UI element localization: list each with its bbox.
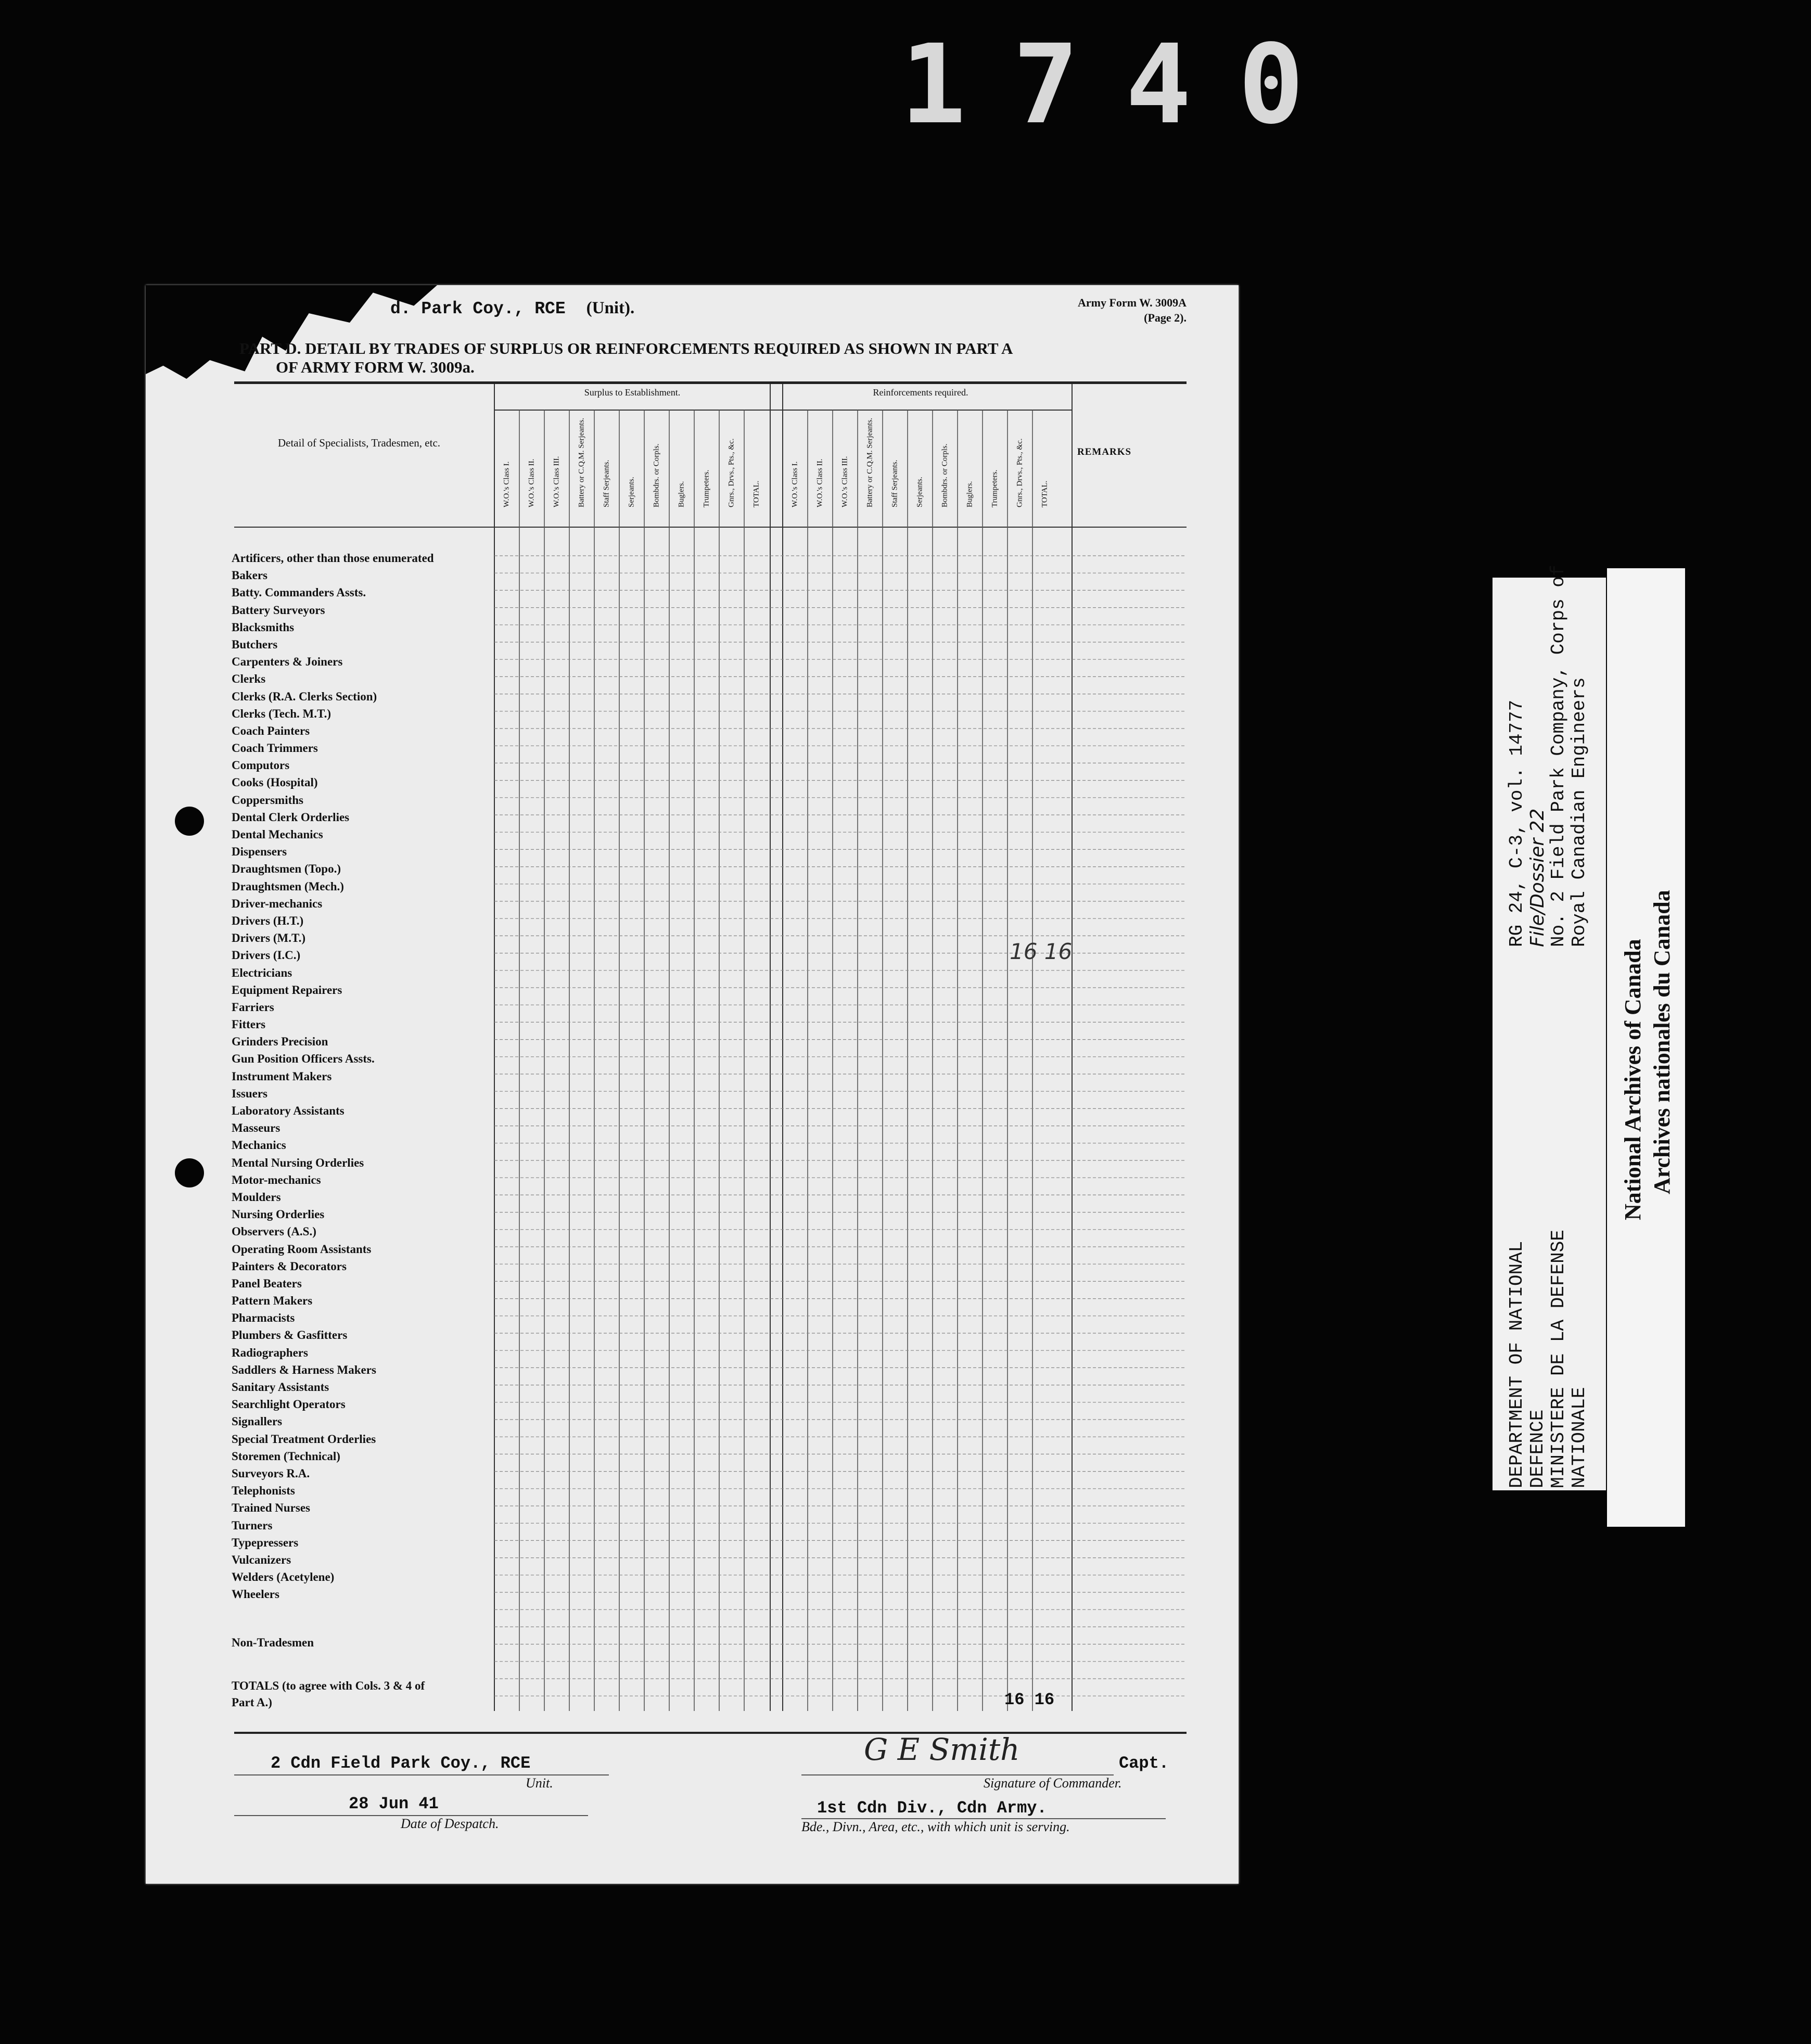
trade-label: Motor-mechanics xyxy=(232,1173,321,1186)
col-header: Battery or C.Q.M. Serjeants. xyxy=(577,417,586,507)
trade-row xyxy=(232,602,497,619)
trade-row xyxy=(232,860,497,877)
unit-caption: Unit. xyxy=(526,1775,553,1791)
trade-row xyxy=(232,722,497,739)
trade-label: Wheelers xyxy=(232,1588,279,1601)
archive-reference-text xyxy=(1507,565,1590,1488)
trades-list xyxy=(232,550,497,1603)
trade-label: Bakers xyxy=(232,569,267,582)
trade-label: Nursing Orderlies xyxy=(232,1208,325,1221)
trade-row xyxy=(232,1033,497,1050)
trade-row xyxy=(232,912,497,929)
label-rg-ref: RG 24, C-3, vol. 14777 xyxy=(1506,699,1527,947)
trade-label: Saddlers & Harness Makers xyxy=(232,1363,376,1376)
col-header: Staff Serjeants. xyxy=(602,459,611,507)
trade-row xyxy=(232,964,497,981)
trade-label: Artificers, other than those enumerated xyxy=(232,552,434,565)
col-header: W.O.'s Class II. xyxy=(527,458,536,507)
trade-label: Fitters xyxy=(232,1018,266,1031)
army-form-label: Army Form W. 3009A xyxy=(1078,296,1187,309)
label-unit-name: No. 2 Field Park Company, Corps of xyxy=(1548,565,1569,947)
trade-row xyxy=(232,1119,497,1136)
trade-row xyxy=(232,929,497,947)
trade-row xyxy=(232,1344,497,1361)
trade-label: Searchlight Operators xyxy=(232,1398,346,1411)
trade-label: Typepressers xyxy=(232,1536,299,1549)
form-title-line2: OF ARMY FORM W. 3009a. xyxy=(276,358,475,376)
trade-row xyxy=(232,1378,497,1396)
trade-label: Telephonists xyxy=(232,1484,295,1498)
trade-row xyxy=(232,550,497,567)
trade-row xyxy=(232,1136,497,1154)
trade-label: Radiographers xyxy=(232,1346,308,1359)
col-header: Trumpeters. xyxy=(702,469,711,507)
trade-label: Draughtsmen (Topo.) xyxy=(232,862,341,876)
trade-label: Draughtsmen (Mech.) xyxy=(232,879,344,893)
trade-label: Storemen (Technical) xyxy=(232,1449,340,1463)
col-header: Battery or C.Q.M. Serjeants. xyxy=(865,417,874,507)
trade-row xyxy=(232,1016,497,1033)
col-header: Bombdrs. or Corpls. xyxy=(940,443,949,507)
trade-label: Coach Trimmers xyxy=(232,742,318,755)
trade-label: Masseurs xyxy=(232,1121,280,1135)
trade-row xyxy=(232,1085,497,1102)
trade-label: Equipment Repairers xyxy=(232,983,342,997)
trade-row xyxy=(232,947,497,964)
trade-label: Clerks (R.A. Clerks Section) xyxy=(232,689,377,703)
formation-caption: Bde., Divn., Area, etc., with which unit is serving. xyxy=(801,1819,1070,1834)
trade-row xyxy=(232,843,497,860)
trade-label: Issuers xyxy=(232,1087,268,1100)
trade-label: Surveyors R.A. xyxy=(232,1466,310,1480)
trade-row xyxy=(232,1396,497,1413)
trade-label: Instrument Makers xyxy=(232,1069,332,1083)
trade-label: Observers (A.S.) xyxy=(232,1225,316,1238)
trade-label: Dental Clerk Orderlies xyxy=(232,810,350,824)
label-corps: Royal Canadian Engineers xyxy=(1568,677,1590,947)
trade-row xyxy=(232,1326,497,1344)
trade-row xyxy=(232,809,497,826)
trade-row xyxy=(232,1223,497,1240)
trade-row xyxy=(232,636,497,653)
col-header: Serjeants. xyxy=(627,477,636,507)
trade-label: Cooks (Hospital) xyxy=(232,776,318,789)
trade-label: Plumbers & Gasfitters xyxy=(232,1328,348,1342)
trade-label: Signallers xyxy=(232,1415,283,1428)
trade-row xyxy=(232,653,497,670)
trade-label: Laboratory Assistants xyxy=(232,1104,345,1117)
trade-row xyxy=(232,739,497,757)
trade-row xyxy=(232,1448,497,1465)
trade-row xyxy=(232,1102,497,1119)
trade-label: Butchers xyxy=(232,637,278,651)
trade-label: Painters & Decorators xyxy=(232,1259,347,1273)
trade-label: Mental Nursing Orderlies xyxy=(232,1156,364,1169)
detail-column-header: Detail of Specialists, Tradesmen, etc. xyxy=(277,436,441,449)
col-header: TOTAL. xyxy=(1040,480,1049,507)
trade-label: Batty. Commanders Assts. xyxy=(232,586,366,599)
trade-row xyxy=(232,1586,497,1603)
trade-row xyxy=(232,1517,497,1534)
trade-row xyxy=(232,1154,497,1171)
trade-row xyxy=(232,705,497,722)
trade-label: Dental Mechanics xyxy=(232,828,323,841)
commander-signature: G E Smith xyxy=(864,1732,1020,1767)
col-header: W.O.'s Class III. xyxy=(552,456,561,507)
trade-row xyxy=(232,791,497,809)
trade-row xyxy=(232,826,497,843)
trade-label: Coach Painters xyxy=(232,724,310,737)
trade-row xyxy=(232,1050,497,1067)
trade-label: Computors xyxy=(232,759,290,772)
trade-label: Pharmacists xyxy=(232,1311,295,1325)
trade-label: Vulcanizers xyxy=(232,1553,291,1566)
label-dept: DEPARTMENT OF NATIONAL xyxy=(1506,1241,1527,1488)
footer-rule xyxy=(234,1732,1187,1734)
trade-label: Gun Position Officers Assts. xyxy=(232,1052,375,1066)
remarks-header: REMARKS xyxy=(1077,446,1132,457)
trade-label: Clerks xyxy=(232,672,266,686)
trade-row xyxy=(232,619,497,636)
col-header: Gnrs., Drvs., Pts., &c. xyxy=(727,438,736,507)
trade-row xyxy=(232,1568,497,1586)
trade-label: Turners xyxy=(232,1518,273,1532)
unit-full: 2 Cdn Field Park Coy., RCE xyxy=(271,1754,531,1773)
trade-label: Grinders Precision xyxy=(232,1035,328,1049)
totals-line1: TOTALS (to agree with Cols. 3 & 4 of xyxy=(232,1679,425,1692)
trade-label: Sanitary Assistants xyxy=(232,1381,329,1394)
trade-row xyxy=(232,1241,497,1258)
trade-row xyxy=(232,895,497,912)
trade-label: Pattern Makers xyxy=(232,1294,313,1308)
trade-row xyxy=(232,1551,497,1568)
trade-row xyxy=(232,1171,497,1189)
group-reinforcements-header: Reinforcements required. xyxy=(873,387,968,398)
trade-row xyxy=(232,1292,497,1309)
col-header: TOTAL. xyxy=(752,480,761,507)
army-form-page xyxy=(146,285,1239,1884)
trade-row xyxy=(232,999,497,1016)
trade-label: Electricians xyxy=(232,966,292,979)
trade-row xyxy=(232,757,497,774)
trade-row xyxy=(232,774,497,791)
signature-caption: Signature of Commander. xyxy=(984,1775,1122,1791)
trade-row xyxy=(232,1482,497,1499)
trade-label: Mechanics xyxy=(232,1139,286,1152)
col-header: W.O.'s Class II. xyxy=(815,458,824,507)
page-label: (Page 2). xyxy=(1144,311,1187,324)
non-tradesmen-label: Non-Tradesmen xyxy=(232,1636,314,1649)
col-header: Serjeants. xyxy=(915,477,924,507)
trade-row xyxy=(232,584,497,601)
col-header: Bombdrs. or Corpls. xyxy=(652,443,661,507)
trade-label: Blacksmiths xyxy=(232,620,295,634)
trade-row xyxy=(232,1309,497,1326)
trade-label: Farriers xyxy=(232,1000,274,1014)
date-caption: Date of Despatch. xyxy=(401,1816,499,1831)
trade-row xyxy=(232,1465,497,1482)
drivers-ic-entry: 16 16 xyxy=(1010,939,1073,964)
trade-label: Carpenters & Joiners xyxy=(232,655,343,669)
trade-label: Coppersmiths xyxy=(232,793,304,807)
trade-row xyxy=(232,878,497,895)
trade-label: Moulders xyxy=(232,1190,281,1204)
group-surplus-header: Surplus to Establishment. xyxy=(584,387,681,398)
totals-label xyxy=(232,1678,425,1711)
trade-label: Special Treatment Orderlies xyxy=(232,1432,376,1446)
col-header: Staff Serjeants. xyxy=(890,459,899,507)
trade-label: Panel Beaters xyxy=(232,1276,302,1290)
col-header: Buglers. xyxy=(677,481,686,507)
trade-row xyxy=(232,567,497,584)
col-header: W.O.'s Class III. xyxy=(840,456,849,507)
trade-label: Dispensers xyxy=(232,845,287,859)
trade-label: Trained Nurses xyxy=(232,1501,310,1515)
date-of-despatch: 28 Jun 41 xyxy=(349,1794,439,1813)
trade-row xyxy=(232,1361,497,1378)
col-header: Trumpeters. xyxy=(990,469,999,507)
unit-label: (Unit). xyxy=(586,299,635,317)
trade-row xyxy=(232,1413,497,1430)
trade-label: Welders (Acetylene) xyxy=(232,1570,335,1584)
label-file-dossier: File/Dossier 22 xyxy=(1527,808,1548,947)
trade-row xyxy=(232,1430,497,1448)
trade-label: Battery Surveyors xyxy=(232,603,325,617)
col-header: W.O.'s Class I. xyxy=(790,461,799,507)
trade-row xyxy=(232,1189,497,1206)
trade-row xyxy=(232,1275,497,1292)
trade-label: Operating Room Assistants xyxy=(232,1242,372,1256)
totals-entry: 16 16 xyxy=(1004,1690,1055,1709)
rank: Capt. xyxy=(1119,1754,1169,1773)
label-ministere: MINISTERE DE LA DEFENSE xyxy=(1548,1230,1569,1488)
trade-row xyxy=(232,1534,497,1551)
trade-row xyxy=(232,670,497,687)
col-header: W.O.'s Class I. xyxy=(502,461,511,507)
trade-row xyxy=(232,1068,497,1085)
microfilm-frame-number: 1740 xyxy=(900,21,1351,148)
trade-row xyxy=(232,1499,497,1516)
totals-line2: Part A.) xyxy=(232,1696,272,1709)
nac-french: Archives nationales du Canada xyxy=(1649,890,1675,1194)
col-header: Gnrs., Drvs., Pts., &c. xyxy=(1015,438,1024,507)
formation: 1st Cdn Div., Cdn Army. xyxy=(817,1798,1047,1818)
label-nationale: NATIONALE xyxy=(1568,1387,1590,1488)
trade-row xyxy=(232,1206,497,1223)
trade-label: Clerks (Tech. M.T.) xyxy=(232,707,331,720)
trade-label: Drivers (M.T.) xyxy=(232,931,305,945)
col-header: Buglers. xyxy=(965,481,974,507)
trade-label: Driver-mechanics xyxy=(232,897,323,910)
form-title: PART D. DETAIL BY TRADES OF SURPLUS OR REINFORCEMENTS REQUIRED AS SHOWN IN PART A xyxy=(239,339,1013,357)
unit-typed: d. Park Coy., RCE xyxy=(390,299,566,318)
trade-row xyxy=(232,981,497,999)
trade-label: Drivers (I.C.) xyxy=(232,949,301,962)
nac-stamp-text xyxy=(1618,890,1677,1220)
label-defence: DEFENCE xyxy=(1527,1409,1548,1488)
nac-english: National Archives of Canada xyxy=(1620,939,1646,1220)
trade-label: Drivers (H.T.) xyxy=(232,914,304,927)
trade-row xyxy=(232,688,497,705)
trade-row xyxy=(232,1258,497,1275)
